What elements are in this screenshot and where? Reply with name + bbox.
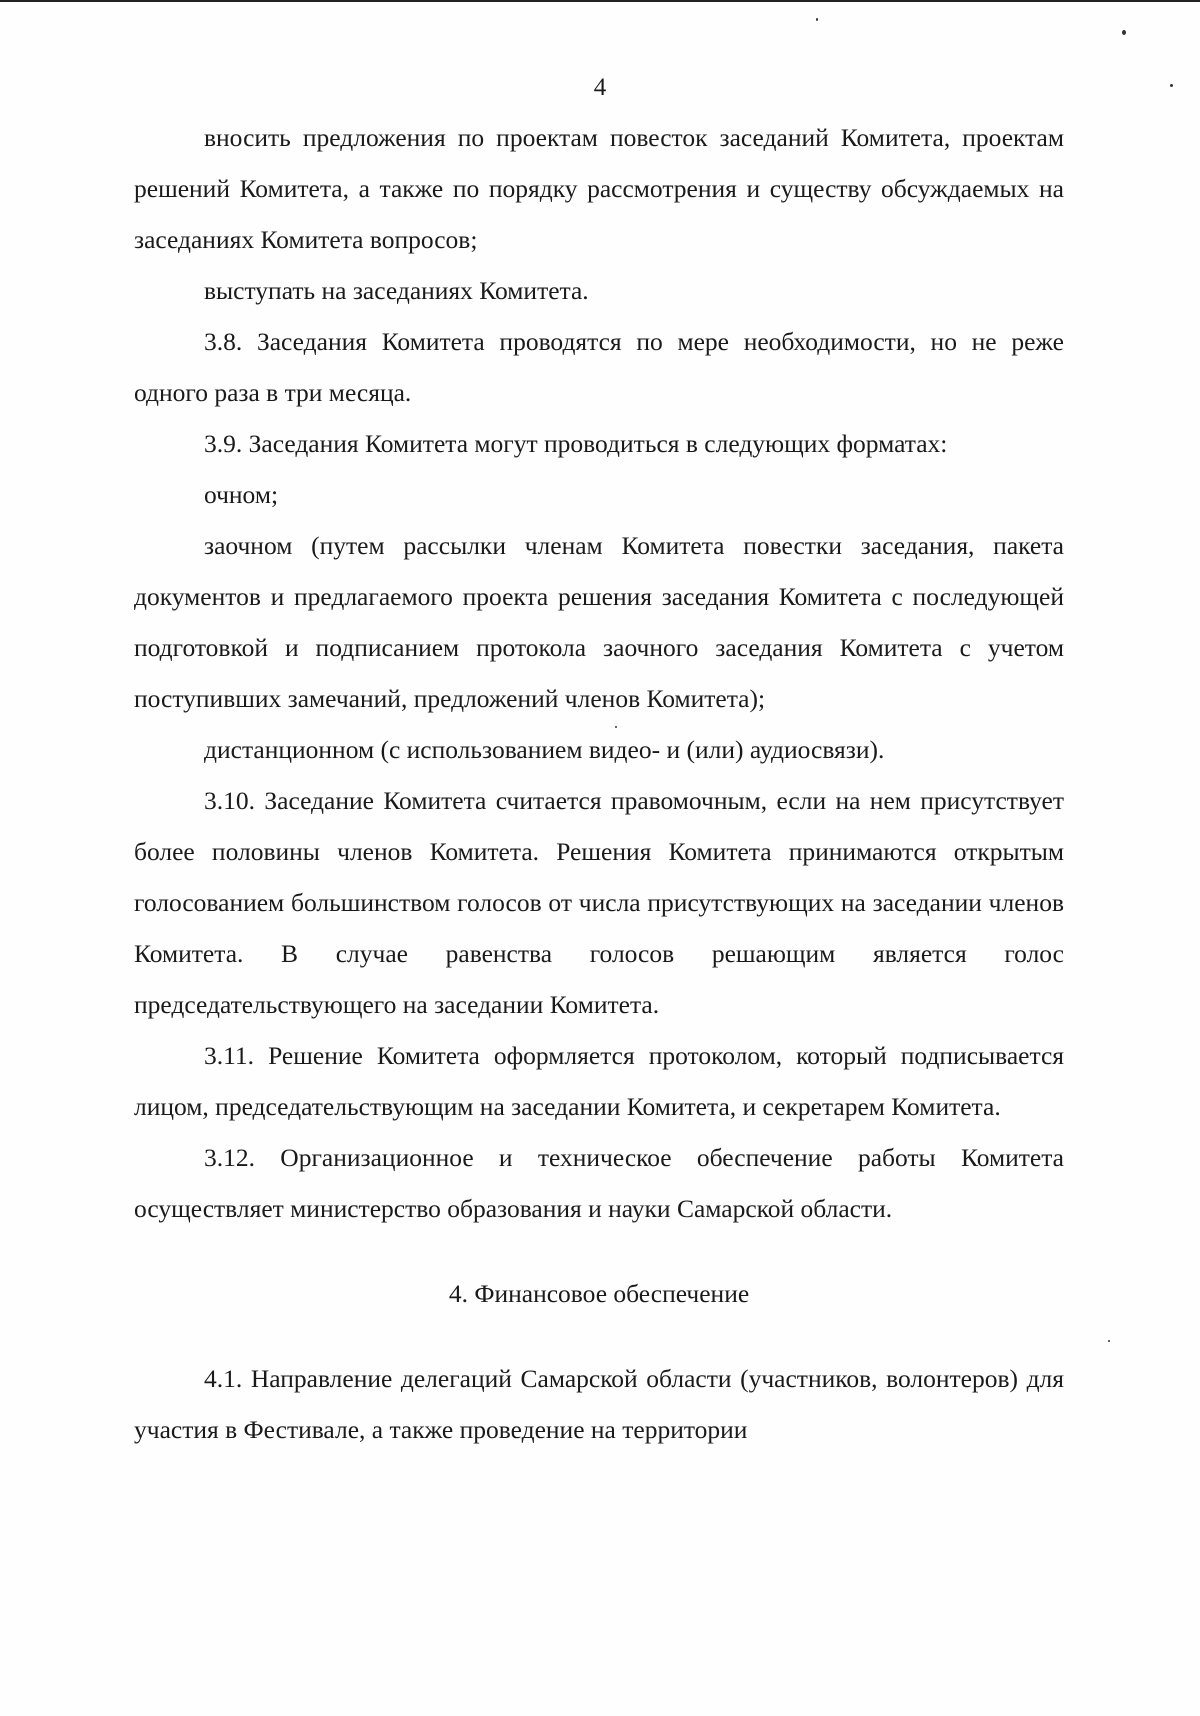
paragraph-4-1: 4.1. Направление делегаций Самарской области (участников, волонтеров) для участия в Фестивале, а также проведение на территории [134,1364,1064,1444]
format-in-person: очном; [204,480,279,509]
page-number: 4 [593,74,607,101]
paragraph-3-8: 3.8. Заседания Комитета проводятся по мере необходимости, но не реже одного раза в три месяца. [134,327,1064,407]
paragraph-3-9: 3.9. Заседания Комитета могут проводиться в следующих форматах: [204,429,948,458]
scan-speck [816,18,818,21]
scan-speck [1122,30,1126,35]
paragraph-3-10: 3.10. Заседание Комитета считается правомочным, если на нем присутствует более половины членов Комитета. Решения Комитета принимаются открытым голосованием большинством голосов от числа присутствующих на заседании членов Комитета. В случае равенства голосов решающим является голос председательствующего на заседании Комитета. [134,786,1064,1019]
format-remote: дистанционном (с использованием видео- и (или) аудиосвязи). [204,735,885,764]
paragraph-3-11: 3.11. Решение Комитета оформляется протоколом, который подписывается лицом, председательствующим на заседании Комитета, и секретарем Комитета. [134,1041,1064,1121]
scan-speck [615,726,617,728]
scan-speck [1108,1340,1110,1342]
paragraph-rights-speak: выступать на заседаниях Комитета. [204,276,589,305]
scan-speck [1170,84,1173,87]
top-border-line [0,0,1200,2]
paragraph-3-12: 3.12. Организационное и техническое обеспечение работы Комитета осуществляет министерство образования и науки Самарской области. [134,1143,1064,1223]
paragraph-rights-proposals: вносить предложения по проектам повесток заседаний Комитета, проектам решений Комитета, а также по порядку рассмотрения и существу обсуждаемых на заседаниях Комитета вопросов; [134,123,1064,254]
format-absentee: заочном (путем рассылки членам Комитета повестки заседания, пакета документов и предлагаемого проекта решения заседания Комитета с последующей подготовкой и подписанием протокола заочного заседания Комитета с учетом поступивших замечаний, предложений членов Комитета); [134,531,1064,713]
document-body [134,112,1064,1455]
section-heading-financing: 4. Финансовое обеспечение [448,1279,750,1308]
